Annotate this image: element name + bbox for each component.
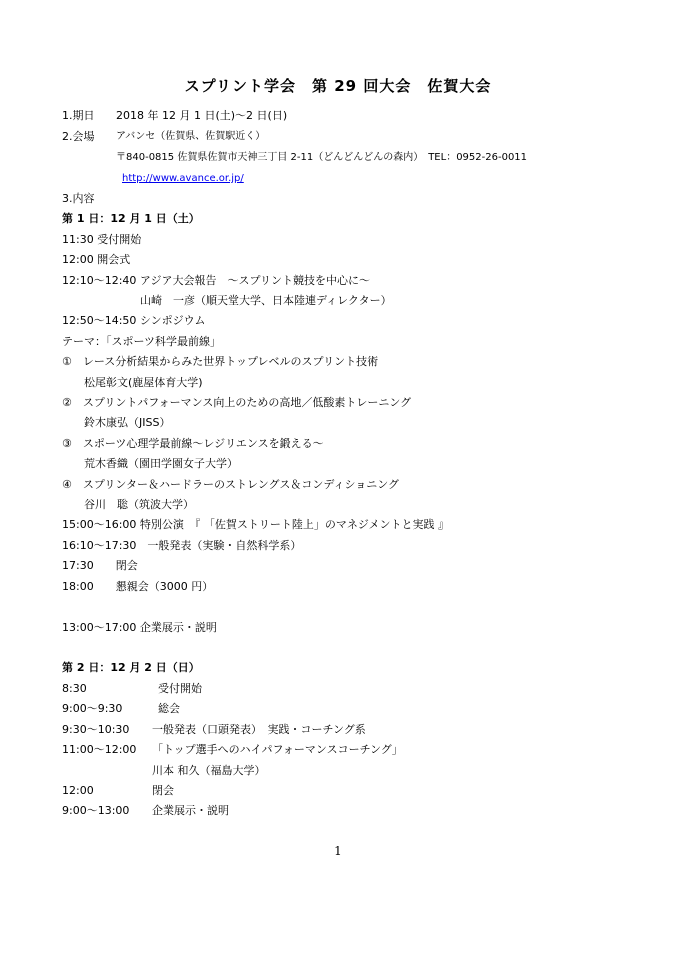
day2-time: 12:00 [62,784,94,797]
day2-event: 総会 [158,702,180,715]
symposium-speaker: 荒木香織（園田学園女子大学） [84,457,238,470]
day2-event: 受付開始 [158,682,202,695]
day2-event: 一般発表（口頭発表） 実践・コーチング系 [152,723,366,736]
day2-event: 企業展示・説明 [152,804,229,817]
day1-heading: 第 1 日：12 月 1 日（土） [62,212,200,225]
date-label: 1.期日 [62,109,95,122]
symposium-topic: ① レース分析結果からみた世界トップレベルのスプリント技術 [62,355,379,368]
day2-event: 「トップ選手へのハイパフォーマンスコーチング」 [152,743,403,756]
venue-name: アバンセ（佐賀県、佐賀駅近く） [116,131,266,142]
day1-item: 12:50～14:50 シンポジウム [62,314,206,327]
day1-item: 18:00 懇親会（3000 円） [62,580,214,593]
venue-label: 2.会場 [62,130,95,143]
day2-time: 9:00～13:00 [62,804,130,817]
day1-item: 15:00～16:00 特別公演 『 「佐賀ストリート陸上」のマネジメントと実践 』 [62,518,450,531]
date-value: 2018 年 12 月 1 日(土)～2 日(日) [116,109,288,122]
symposium-topic: ② スプリントパフォーマンス向上のための高地／低酸素トレーニング [62,396,412,409]
symposium-speaker: 松尾彰文(鹿屋体育大学) [84,376,203,389]
venue-address: 〒840-0815 佐賀県佐賀市天神三丁目 2-11（どんどんどんの森内） TEL：0952-26-0011 [116,152,528,163]
symposium-topic: ④ スプリンター＆ハードラーのストレングス＆コンディショニング [62,478,400,491]
day1-item: 11:30 受付開始 [62,233,142,246]
day2-heading: 第 2 日：12 月 2 日（日） [62,661,200,674]
day2-event: 閉会 [152,784,174,797]
day1-item: 12:10～12:40 アジア大会報告 ～スプリント競技を中心に～ [62,274,371,287]
day2-time: 8:30 [62,682,87,695]
day2-time: 9:00～9:30 [62,702,123,715]
symposium-topic: ③ スポーツ心理学最前線～レジリエンスを鍛える～ [62,437,324,450]
symposium-theme: テーマ：「スポーツ科学最前線」 [62,335,222,348]
day1-item: 17:30 閉会 [62,559,138,572]
day2-speaker: 川本 和久（福島大学） [152,764,266,777]
day2-time: 9:30～10:30 [62,723,130,736]
symposium-speaker: 谷川 聡（筑波大学） [84,498,194,511]
content-label: 3.内容 [62,192,95,205]
day2-time: 11:00～12:00 [62,743,137,756]
document-title: スプリント学会 第 29 回大会 佐賀大会 [184,77,492,95]
page-number: 1 [334,844,342,858]
day1-item: 13:00～17:00 企業展示・説明 [62,621,217,634]
symposium-speaker: 鈴木康弘（JISS） [84,416,171,429]
day1-item: 16:10～17:30 一般発表（実験・自然科学系） [62,539,302,552]
day1-speaker: 山崎 一彦（順天堂大学、日本陸連ディレクター） [140,294,392,307]
venue-url-link[interactable]: http://www.avance.or.jp/ [122,173,244,184]
day1-item: 12:00 開会式 [62,253,131,266]
